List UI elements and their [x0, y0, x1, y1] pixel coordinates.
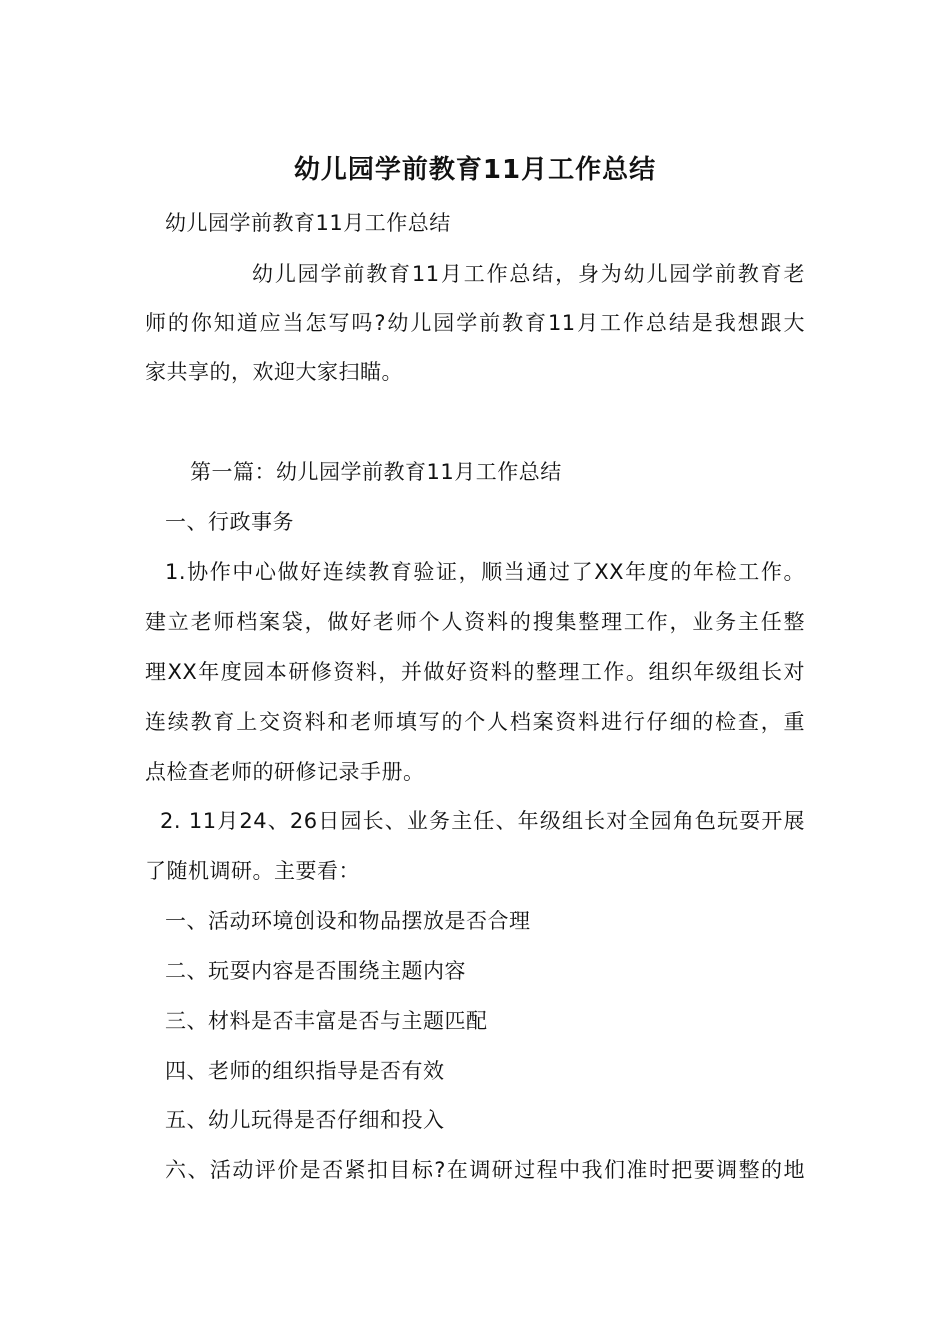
intro-line-1: 幼儿园学前教育11月工作总结，身为幼儿园学前教育老: [252, 262, 805, 286]
checklist-item: 六、活动评价是否紧扣目标?在调研过程中我们准时把要调整的地: [165, 1158, 805, 1182]
checklist-item: 四、老师的组织指导是否有效: [165, 1059, 445, 1083]
item1-line-5: 点检查老师的研修记录手册。: [145, 760, 425, 784]
item1-line-4: 连续教育上交资料和老师填写的个人档案资料进行仔细的检查，重: [145, 710, 805, 734]
item1-line-1: 1.协作中心做好连续教育验证，顺当通过了XX年度的年检工作。: [165, 560, 805, 584]
checklist-item: 五、幼儿玩得是否仔细和投入: [165, 1108, 445, 1132]
section-heading: 第一篇：幼儿园学前教育11月工作总结: [190, 460, 562, 484]
checklist-item: 一、活动环境创设和物品摆放是否合理: [165, 909, 531, 933]
document-title: 幼儿园学前教育11月工作总结: [293, 155, 657, 185]
intro-line-2: 师的你知道应当怎写吗?幼儿园学前教育11月工作总结是我想跟大: [145, 311, 805, 335]
item2-line-1: 2. 11月24、26日园长、业务主任、年级组长对全园角色玩耍开展: [160, 809, 805, 833]
item2-line-2: 了随机调研。主要看：: [145, 859, 360, 883]
intro-line-3: 家共享的，欢迎大家扫瞄。: [145, 360, 403, 384]
checklist-item: 三、材料是否丰富是否与主题匹配: [165, 1009, 488, 1033]
part-one-heading: 一、行政事务: [165, 510, 294, 534]
document-subtitle: 幼儿园学前教育11月工作总结: [165, 211, 451, 235]
item1-line-2: 建立老师档案袋，做好老师个人资料的搜集整理工作，业务主任整: [145, 610, 805, 634]
checklist-item: 二、玩耍内容是否围绕主题内容: [165, 959, 466, 983]
item1-line-3: 理XX年度园本研修资料，并做好资料的整理工作。组织年级组长对: [145, 660, 805, 684]
